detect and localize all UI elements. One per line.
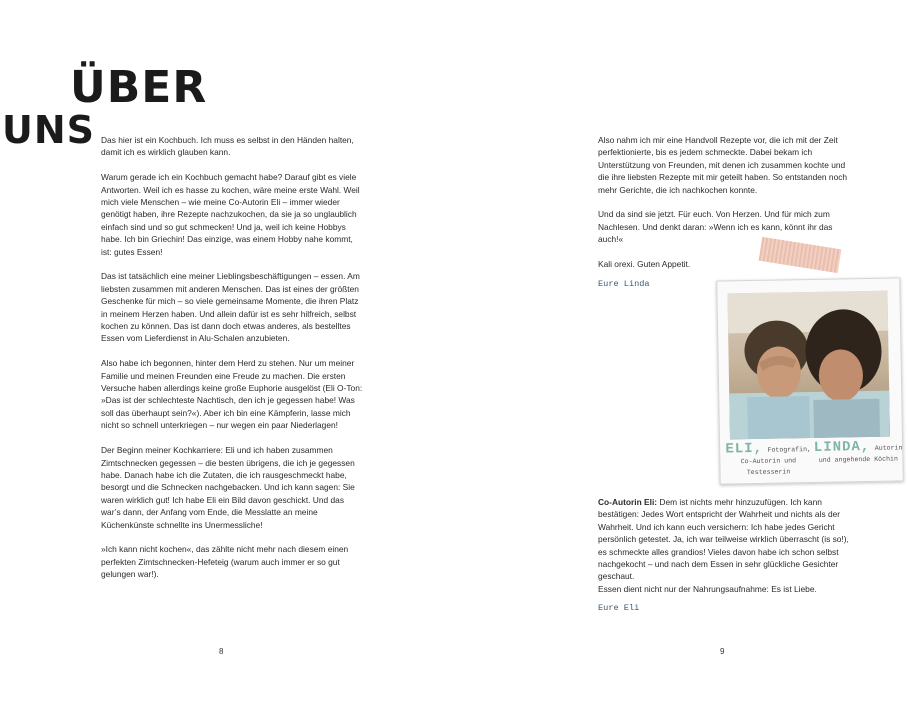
paragraph-last: Essen dient nicht nur der Nahrungsaufnahme: Es ist Liebe.	[598, 583, 817, 594]
left-column	[101, 134, 363, 593]
paragraph: Und da sind sie jetzt. Für euch. Von Herzen. Und für mich zum Nachlesen. Und denkt daran: »Wenn ich es kann, könnt ihr das auch!«	[598, 209, 833, 245]
paragraph: Der Beginn meiner Kochkarriere: Eli und ich haben zusammen Zimtschnecken gegessen – die besten übrigens, die ich je gegessen habe. Danach habe ich die Zutaten, die ich rausgeschmeckt habe, besorgt und die Schnecken nachgebacken. Und ich kann sagen: Sie waren wirklich gut! Ich habe Eli ein Bild davon geschickt. Und das war’s dann, der Anfang vom Ende, die Messlatte an meine Küchenkünste schnellte ins Unermessliche!	[101, 445, 355, 530]
paragraph: Also nahm ich mir eine Handvoll Rezepte vor, die ich mit der Zeit perfektionierte, bis es jedem schmeckte. Dabei bekam ich Unterstützung von Freunden, mit denen ich zusammen kochte und die ihre liebsten Rezepte mit mir geteilt haben. So entstanden noch mehr Gerichte, die ich nachkochen konnte.	[598, 135, 848, 195]
page-number-right: 9	[720, 647, 725, 656]
page-number-left: 8	[219, 647, 224, 656]
eli-text: Dem ist nichts mehr hinzuzufügen. Ich kann bestätigen: Jedes Wort entspricht der Wahrheit und nichts als der Wahrheit. Und ich kann euch versichern: Ich habe jedes Gericht persönlich getestet. Ja, ich war teilweise wirklich überrascht (is so!), es schmeckte alles grandios! Vieles davon habe ich schon selbst nachgekocht – und nach dem Essen in sehr glückliche Gesichter geschaut.	[598, 497, 849, 582]
caption-eli-name: ELI,	[725, 440, 764, 458]
caption-linda	[812, 438, 904, 465]
title-uns: UNS	[2, 108, 96, 152]
photo-eli-linda	[727, 291, 890, 440]
signature-linda: Eure Linda	[598, 279, 650, 289]
label-co-author: Co-Autorin Eli:	[598, 497, 658, 507]
paragraph: Das hier ist ein Kochbuch. Ich muss es selbst in den Händen halten, damit ich es wirklich glauben kann.	[101, 135, 354, 158]
paragraph: »Ich kann nicht kochen«, das zählte nicht mehr nach diesem einen perfekten Zimtschnecken-Hefeteig (warum auch immer er so gut gelungen war!).	[101, 544, 349, 580]
caption-eli-text: Fotografin, Co-Autorin und Testesserin	[740, 445, 812, 477]
signature-eli: Eure Eli	[598, 603, 640, 613]
right-column-bottom	[598, 496, 850, 595]
paragraph-eli	[598, 496, 850, 583]
caption-linda-text: Autorin und angehende Köchin	[818, 444, 903, 464]
paragraph: Warum gerade ich ein Kochbuch gemacht habe? Darauf gibt es viele Antworten. Weil ich es hasse zu kochen, wäre meine erste Wahl. Weil mich viele Menschen – wie meine Co-Autorin Eli – immer wieder genötigt haben, ihre Rezepte nachzukochen, da sie ja so unglaublich einfach sind und so gut schmecken! Und ja, weil ich keine Hobbys habe. Ich bin Griechin! Das einzige, was einem Hobby nahe kommt, ist: gutes Essen!	[101, 172, 360, 257]
caption-linda-name: LINDA,	[813, 438, 871, 456]
paragraph: Das ist tatsächlich eine meiner Lieblingsbeschäftigungen – essen. Am liebsten zusammen mit anderen Menschen. Das ist eines der größten Geschenke für mich – so viele gemeinsame Momente, die ihren Platz in meinem Herzen haben. Und allein dafür ist es sehr hilfreich, selbst kochen zu können. Das ist dann doch etwas anderes, als bestelltes Essen vom Lieferdienst in Alu-Schalen anzubieten.	[101, 271, 360, 344]
polaroid-photo	[716, 277, 904, 484]
photo-illustration	[727, 291, 890, 440]
caption-eli	[722, 440, 815, 478]
paragraph: Also habe ich begonnen, hinter dem Herd zu stehen. Nur um meiner Familie und meinen Freunden eine Freude zu machen. Die ersten Versuche haben allerdings keine große Euphorie ausgelöst (Eli O-Ton: »Das ist der schlechteste Nachtisch, den ich je gegessen habe! Was soll das überhaupt sein?«). Aber ich bin eine Kämpferin, lasse mich nicht so schnell unterkriegen – nur wegen ein paar Niederlagen!	[101, 358, 363, 431]
paragraph: Kali orexi. Guten Appetit.	[598, 259, 691, 270]
title-uber: ÜBER	[70, 62, 208, 113]
